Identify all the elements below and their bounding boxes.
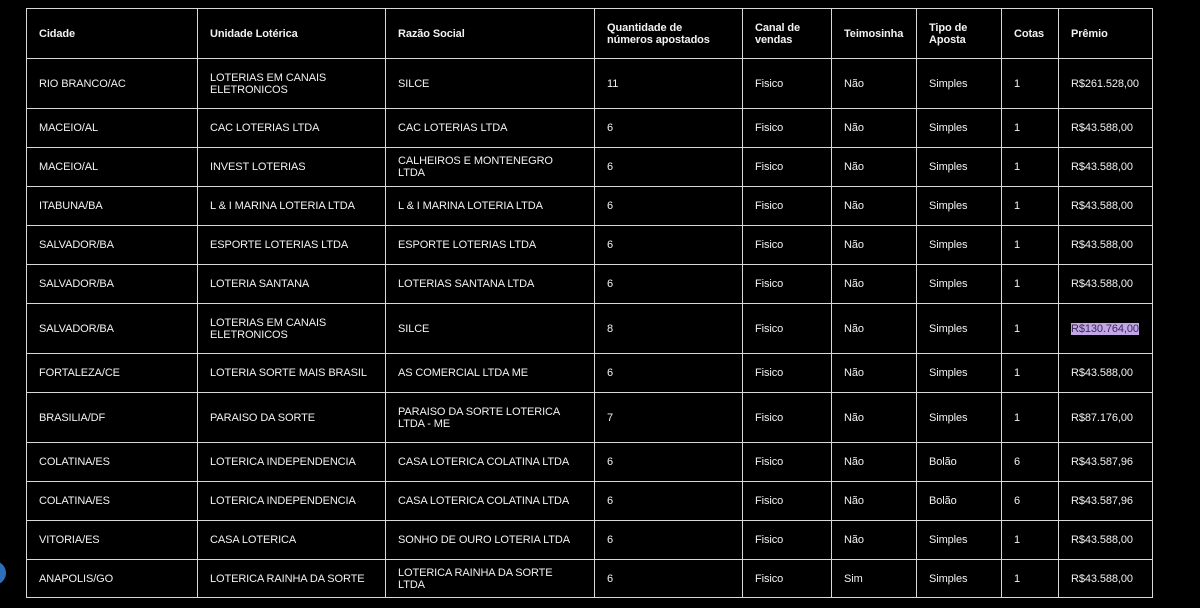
cell-premio[interactable]: R$87.176,00	[1059, 393, 1153, 443]
header-tipo-de-aposta[interactable]: Tipo de Aposta	[917, 9, 1002, 59]
header-canal-de-vendas[interactable]: Canal de vendas	[743, 9, 832, 59]
cell-tipo[interactable]: Bolão	[917, 482, 1002, 521]
cell-premio[interactable]: R$43.588,00	[1059, 187, 1153, 226]
table-row	[27, 187, 1153, 226]
cell-tipo[interactable]: Simples	[917, 521, 1002, 560]
cell-canal[interactable]: Fisico	[743, 109, 832, 148]
cell-unidade[interactable]: PARAISO DA SORTE	[198, 393, 386, 443]
table-row	[27, 59, 1153, 109]
table-header-row	[27, 9, 1153, 59]
cell-cotas[interactable]: 1	[1002, 109, 1059, 148]
table-body	[27, 59, 1153, 598]
cell-quantidade[interactable]: 6	[595, 354, 743, 393]
cell-unidade[interactable]: LOTERIA SANTANA	[198, 265, 386, 304]
table-row	[27, 109, 1153, 148]
cell-premio[interactable]: R$43.588,00	[1059, 109, 1153, 148]
cell-quantidade[interactable]: 6	[595, 482, 743, 521]
cell-cotas[interactable]: 1	[1002, 354, 1059, 393]
cell-razao[interactable]: CASA LOTERICA COLATINA LTDA	[386, 482, 595, 521]
cell-unidade[interactable]: INVEST LOTERIAS	[198, 148, 386, 187]
cell-cotas[interactable]: 1	[1002, 304, 1059, 354]
cell-teimosinha[interactable]: Não	[832, 265, 917, 304]
cell-unidade[interactable]: LOTERICA INDEPENDENCIA	[198, 443, 386, 482]
cell-cidade[interactable]: COLATINA/ES	[27, 443, 198, 482]
cell-quantidade[interactable]: 6	[595, 187, 743, 226]
cell-cotas[interactable]: 1	[1002, 187, 1059, 226]
cell-teimosinha[interactable]: Não	[832, 148, 917, 187]
cell-teimosinha[interactable]: Não	[832, 521, 917, 560]
cell-razao[interactable]: SILCE	[386, 304, 595, 354]
cell-cotas[interactable]: 6	[1002, 482, 1059, 521]
cell-razao[interactable]: PARAISO DA SORTE LOTERICA LTDA - ME	[386, 393, 595, 443]
cell-razao[interactable]: AS COMERCIAL LTDA ME	[386, 354, 595, 393]
cell-premio[interactable]: R$43.588,00	[1059, 560, 1153, 598]
cell-unidade[interactable]: CAC LOTERIAS LTDA	[198, 109, 386, 148]
cell-cidade[interactable]: MACEIO/AL	[27, 109, 198, 148]
cell-quantidade[interactable]: 6	[595, 443, 743, 482]
header-cidade[interactable]: Cidade	[27, 9, 198, 59]
cell-canal[interactable]: Fisico	[743, 354, 832, 393]
cell-cidade[interactable]: BRASILIA/DF	[27, 393, 198, 443]
cell-razao[interactable]: SONHO DE OURO LOTERIA LTDA	[386, 521, 595, 560]
cell-cidade[interactable]: SALVADOR/BA	[27, 304, 198, 354]
cell-canal[interactable]: Fisico	[743, 304, 832, 354]
header-unidade-loterica[interactable]: Unidade Lotérica	[198, 9, 386, 59]
cell-quantidade[interactable]: 6	[595, 226, 743, 265]
cell-canal[interactable]: Fisico	[743, 393, 832, 443]
cell-quantidade[interactable]: 11	[595, 59, 743, 109]
cell-razao[interactable]: SILCE	[386, 59, 595, 109]
header-razao-social[interactable]: Razão Social	[386, 9, 595, 59]
header-cotas[interactable]: Cotas	[1002, 9, 1059, 59]
cell-premio[interactable]: R$43.587,96	[1059, 482, 1153, 521]
cell-teimosinha[interactable]: Não	[832, 304, 917, 354]
cell-canal[interactable]: Fisico	[743, 560, 832, 598]
cell-canal[interactable]: Fisico	[743, 482, 832, 521]
cell-razao[interactable]: L & I MARINA LOTERIA LTDA	[386, 187, 595, 226]
cell-teimosinha[interactable]: Não	[832, 354, 917, 393]
cell-teimosinha[interactable]: Não	[832, 482, 917, 521]
cell-cidade[interactable]: MACEIO/AL	[27, 148, 198, 187]
cell-teimosinha[interactable]: Sim	[832, 560, 917, 598]
cell-teimosinha[interactable]: Não	[832, 59, 917, 109]
cell-teimosinha[interactable]: Não	[832, 109, 917, 148]
cell-cotas[interactable]: 1	[1002, 521, 1059, 560]
header-quantidade[interactable]: Quantidade de números apostados	[595, 9, 743, 59]
cell-tipo[interactable]: Simples	[917, 226, 1002, 265]
cell-tipo[interactable]: Simples	[917, 109, 1002, 148]
cell-premio[interactable]: R$261.528,00	[1059, 59, 1153, 109]
cell-cidade[interactable]: FORTALEZA/CE	[27, 354, 198, 393]
cell-razao[interactable]: ESPORTE LOTERIAS LTDA	[386, 226, 595, 265]
cell-cidade[interactable]: RIO BRANCO/AC	[27, 59, 198, 109]
cell-teimosinha[interactable]: Não	[832, 443, 917, 482]
cell-cotas[interactable]: 1	[1002, 148, 1059, 187]
table-row	[27, 304, 1153, 354]
cell-quantidade[interactable]: 6	[595, 521, 743, 560]
cell-canal[interactable]: Fisico	[743, 443, 832, 482]
header-teimosinha[interactable]: Teimosinha	[832, 9, 917, 59]
cell-cidade[interactable]: SALVADOR/BA	[27, 226, 198, 265]
cell-tipo[interactable]: Bolão	[917, 443, 1002, 482]
cell-unidade[interactable]: LOTERICA INDEPENDENCIA	[198, 482, 386, 521]
cell-cotas[interactable]: 6	[1002, 443, 1059, 482]
cell-unidade[interactable]: LOTERIA SORTE MAIS BRASIL	[198, 354, 386, 393]
cell-cidade[interactable]: ITABUNA/BA	[27, 187, 198, 226]
cell-premio[interactable]: R$43.588,00	[1059, 265, 1153, 304]
cell-cidade[interactable]: VITORIA/ES	[27, 521, 198, 560]
table-row	[27, 265, 1153, 304]
cell-razao[interactable]: LOTERIAS SANTANA LTDA	[386, 265, 595, 304]
cell-razao[interactable]: LOTERICA RAINHA DA SORTE LTDA	[386, 560, 595, 598]
cell-tipo[interactable]: Simples	[917, 393, 1002, 443]
cell-tipo[interactable]: Simples	[917, 59, 1002, 109]
cell-canal[interactable]: Fisico	[743, 226, 832, 265]
cell-premio[interactable]: R$43.588,00	[1059, 226, 1153, 265]
cell-tipo[interactable]: Simples	[917, 148, 1002, 187]
cell-canal[interactable]: Fisico	[743, 521, 832, 560]
table-row	[27, 226, 1153, 265]
cell-cotas[interactable]: 1	[1002, 226, 1059, 265]
cell-quantidade[interactable]: 7	[595, 393, 743, 443]
cell-unidade[interactable]: LOTERICA RAINHA DA SORTE	[198, 560, 386, 598]
cell-premio[interactable]: R$43.588,00	[1059, 354, 1153, 393]
cell-canal[interactable]: Fisico	[743, 59, 832, 109]
cell-quantidade[interactable]: 6	[595, 265, 743, 304]
cell-quantidade[interactable]: 6	[595, 109, 743, 148]
cell-tipo[interactable]: Simples	[917, 560, 1002, 598]
table-row	[27, 354, 1153, 393]
cell-canal[interactable]: Fisico	[743, 148, 832, 187]
table-row	[27, 482, 1153, 521]
header-premio[interactable]: Prêmio	[1059, 9, 1153, 59]
cell-unidade[interactable]: CASA LOTERICA	[198, 521, 386, 560]
cell-unidade[interactable]: LOTERIAS EM CANAIS ELETRONICOS	[198, 304, 386, 354]
cell-premio[interactable]: R$43.587,96	[1059, 443, 1153, 482]
table-row	[27, 393, 1153, 443]
cell-cotas[interactable]: 1	[1002, 59, 1059, 109]
cell-unidade[interactable]: L & I MARINA LOTERIA LTDA	[198, 187, 386, 226]
cell-quantidade[interactable]: 8	[595, 304, 743, 354]
table-row	[27, 443, 1153, 482]
cell-teimosinha[interactable]: Não	[832, 226, 917, 265]
cell-razao[interactable]: CAC LOTERIAS LTDA	[386, 109, 595, 148]
cell-tipo[interactable]: Simples	[917, 354, 1002, 393]
table-row	[27, 521, 1153, 560]
cell-razao[interactable]: CASA LOTERICA COLATINA LTDA	[386, 443, 595, 482]
cell-premio[interactable]: R$43.588,00	[1059, 521, 1153, 560]
cell-teimosinha[interactable]: Não	[832, 187, 917, 226]
cell-cidade[interactable]: COLATINA/ES	[27, 482, 198, 521]
cell-canal[interactable]: Fisico	[743, 265, 832, 304]
cell-teimosinha[interactable]: Não	[832, 393, 917, 443]
cell-unidade[interactable]: ESPORTE LOTERIAS LTDA	[198, 226, 386, 265]
cell-quantidade[interactable]: 6	[595, 560, 743, 598]
cell-premio[interactable]: R$43.588,00	[1059, 148, 1153, 187]
results-table	[26, 8, 1153, 598]
cell-tipo[interactable]: Simples	[917, 265, 1002, 304]
selected-text[interactable]: R$130.764,00	[1071, 322, 1139, 335]
cell-cotas[interactable]: 1	[1002, 393, 1059, 443]
cell-cotas[interactable]: 1	[1002, 560, 1059, 598]
table-row	[27, 148, 1153, 187]
cell-canal[interactable]: Fisico	[743, 187, 832, 226]
table-row	[27, 560, 1153, 598]
cell-cidade[interactable]: SALVADOR/BA	[27, 265, 198, 304]
cell-cotas[interactable]: 1	[1002, 265, 1059, 304]
cell-quantidade[interactable]: 6	[595, 148, 743, 187]
cell-tipo[interactable]: Simples	[917, 187, 1002, 226]
cell-unidade[interactable]: LOTERIAS EM CANAIS ELETRONICOS	[198, 59, 386, 109]
side-scroll-indicator[interactable]	[0, 561, 6, 585]
cell-premio[interactable]	[1059, 304, 1153, 354]
cell-cidade[interactable]: ANAPOLIS/GO	[27, 560, 198, 598]
cell-tipo[interactable]: Simples	[917, 304, 1002, 354]
cell-razao[interactable]: CALHEIROS E MONTENEGRO LTDA	[386, 148, 595, 187]
